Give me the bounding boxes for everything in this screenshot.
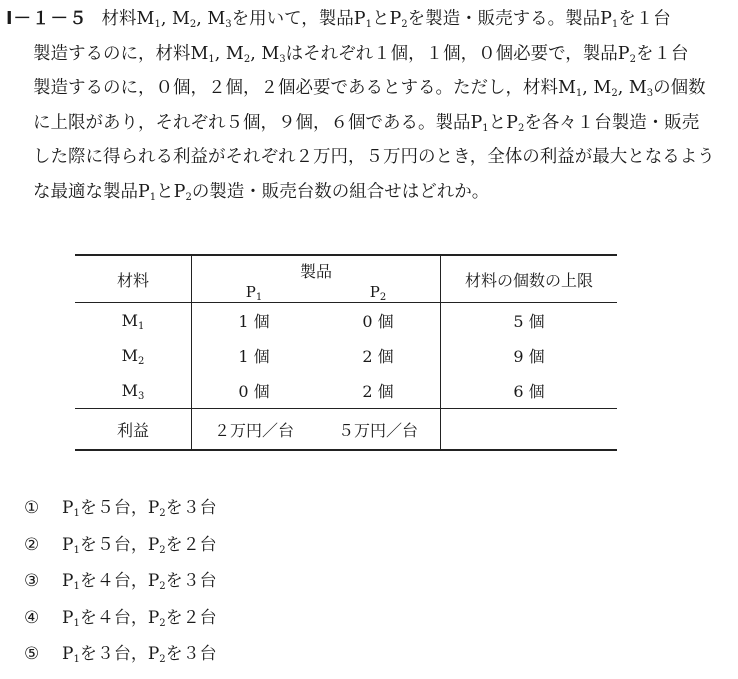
profit-row <box>75 409 617 451</box>
choice-1[interactable]: ① $P_1$を５台，$P_2$を３台 <box>24 498 217 519</box>
problem-line-text: 製造するのに，０個，２個，２個必要であるとする。ただし，材料$M_1$, $M_2$, $M_3$の個数 <box>33 78 706 99</box>
p1-cell: 1 個 <box>192 338 317 373</box>
problem-line-2 <box>6 37 732 72</box>
material-cell: $M_2$ <box>121 346 145 367</box>
problem-line-text: した際に得られる利益がそれぞれ２万円，５万円のとき，全体の利益が最大となるよう <box>33 147 715 167</box>
table-row <box>75 338 617 373</box>
profit-label: 利益 <box>75 409 192 451</box>
header-limit: 材料の個数の上限 <box>441 255 618 303</box>
header-product: 製品 <box>192 255 441 282</box>
material-cell: $M_1$ <box>121 311 145 332</box>
p2-cell: 0 個 <box>362 312 394 331</box>
choice-number: ① <box>24 498 40 518</box>
problem-line-text: 材料$M_1$, $M_2$, $M_3$を用いて，製品$P_1$と$P_2$を製造・販売する。製品$P_1$を１台 <box>101 9 671 30</box>
choice-2[interactable]: ② $P_1$を５台，$P_2$を２台 <box>24 534 217 556</box>
problem-line-3 <box>6 71 732 106</box>
problem-number: Ⅰ－１－５ <box>6 9 88 29</box>
limit-cell: 6 個 <box>441 373 618 409</box>
problem-line-4 <box>6 106 732 141</box>
choice-number: ④ <box>24 607 40 628</box>
choice-number: ③ <box>24 571 40 591</box>
problem-line-1 <box>6 2 732 37</box>
problem-line-text: に上限があり，それぞれ５個，９個，６個である。製品$P_1$と$P_2$を各々１台製造・販売 <box>33 112 700 134</box>
materials-table <box>75 254 617 451</box>
p1-cell: 0 個 <box>192 373 317 409</box>
table-row <box>75 303 617 339</box>
choice-number: ② <box>24 534 40 555</box>
limit-cell: 5 個 <box>441 303 618 339</box>
profit-p1: ２万円／台 <box>192 409 317 451</box>
problem-line-text: な最適な製品$P_1$と$P_2$の製造・販売台数の組合せはどれか。 <box>33 181 490 203</box>
header-material: 材料 <box>75 255 192 303</box>
p1-cell: 1 個 <box>192 303 317 339</box>
choice-4[interactable]: ④ $P_1$を４台，$P_2$を２台 <box>24 607 217 629</box>
problem-line-6 <box>6 175 732 210</box>
problem-line-text: 製造するのに，材料$M_1$, $M_2$, $M_3$はそれぞれ１個，１個，０個必要で，製品$P_2$を１台 <box>33 43 689 65</box>
choice-number: ⑤ <box>24 644 40 664</box>
problem-statement <box>6 2 732 209</box>
table-header-row <box>75 255 617 282</box>
material-cell: $M_3$ <box>75 373 192 409</box>
header-p2: $P_2$ <box>316 282 441 303</box>
profit-limit-empty <box>441 409 618 451</box>
header-p1: $P_1$ <box>192 282 317 303</box>
problem-line-5 <box>6 140 732 175</box>
table-row <box>75 373 617 409</box>
p2-cell: 2 個 <box>362 347 394 366</box>
limit-cell: 9 個 <box>441 338 618 373</box>
choice-3[interactable]: ③ $P_1$を４台，$P_2$を３台 <box>24 571 217 592</box>
p2-cell: 2 個 <box>316 373 441 409</box>
profit-p2: ５万円／台 <box>316 409 441 451</box>
answer-choices <box>24 496 217 679</box>
choice-5[interactable]: ⑤ $P_1$を３台，$P_2$を３台 <box>24 644 217 665</box>
